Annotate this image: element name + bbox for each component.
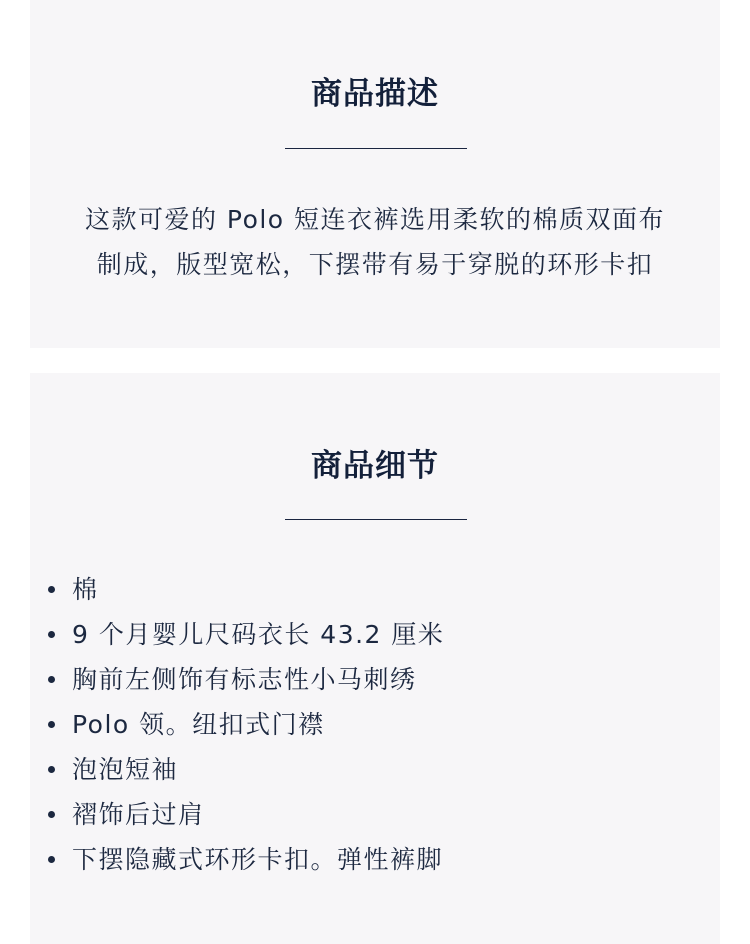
list-item-text: 棉 (72, 575, 99, 604)
description-text (30, 197, 720, 287)
list-item (30, 657, 444, 702)
list-item (30, 837, 444, 882)
list-item-text: 褶饰后过肩 (72, 800, 205, 829)
description-title: 商品描述 (311, 76, 439, 112)
bullet-icon (48, 811, 55, 818)
bullet-icon (48, 721, 55, 728)
bullet-icon (48, 676, 55, 683)
list-item-text: Polo 领。纽扣式门襟 (72, 710, 325, 739)
bullet-icon (48, 586, 55, 593)
list-item-text: 胸前左侧饰有标志性小马刺绣 (72, 665, 417, 694)
list-item-text: 下摆隐藏式环形卡扣。弹性裤脚 (72, 845, 444, 874)
list-item-text: 9 个月婴儿尺码衣长 43.2 厘米 (72, 620, 445, 649)
product-description-card (30, 0, 720, 348)
description-line: 制成，版型宽松，下摆带有易于穿脱的环形卡扣 (96, 250, 654, 279)
description-divider (285, 148, 467, 149)
details-list (30, 567, 444, 882)
list-item (30, 792, 444, 837)
bullet-icon (48, 631, 55, 638)
list-item (30, 747, 444, 792)
list-item (30, 612, 444, 657)
list-item (30, 567, 444, 612)
description-line: 这款可爱的 Polo 短连衣裤选用柔软的棉质双面布 (84, 205, 666, 234)
bullet-icon (48, 766, 55, 773)
product-details-card (30, 373, 720, 944)
details-divider (285, 519, 467, 520)
bullet-icon (48, 856, 55, 863)
list-item-text: 泡泡短袖 (72, 755, 179, 784)
list-item (30, 702, 444, 747)
details-title: 商品细节 (311, 448, 439, 484)
